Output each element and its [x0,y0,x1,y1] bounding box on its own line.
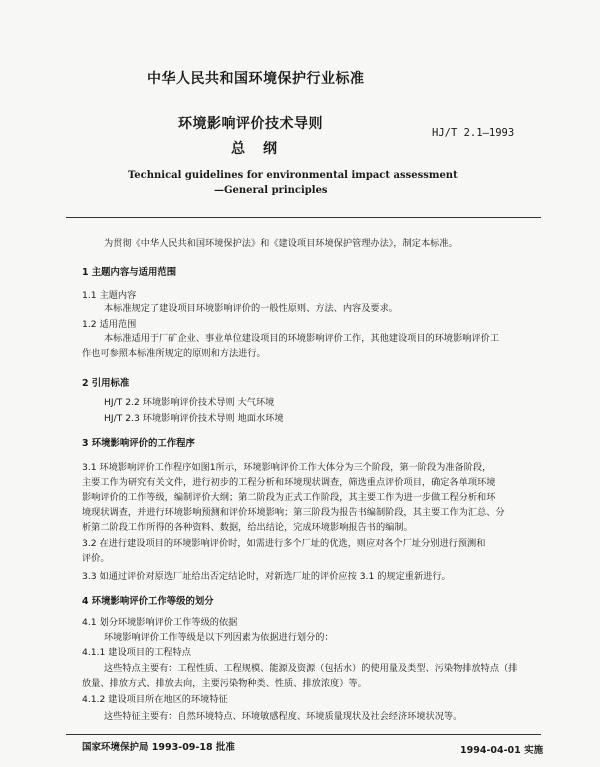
section-4-heading: 4 环境影响评价工作等级的划分 [82,596,214,607]
section-4-1-1-text-line-1: 这些特点主要有：工程性质、工程规模、能源及资源（包括水）的使用量及类型、污染物排放特点（排 [104,663,518,674]
reference-1: HJ/T 2.2 环境影响评价技术导则 大气环境 [104,397,275,408]
english-title-line-2: —General principles [214,185,328,196]
section-4-1-1-text-line-2: 放量、排放方式、排放去向，主要污染物种类、性质、排放浓度）等。 [82,678,367,689]
section-3-3: 3.3 如通过评价对原选厂址给出否定结论时，对新选厂址的评价应按 3.1 的规定重新进行。 [82,571,451,582]
section-3-1-line-5: 析第二阶段工作所得的各种资料、数据，给出结论，完成环境影响报告书的编制。 [82,522,413,533]
section-1-2-text-line-1: 本标准适用于厂矿企业、事业单位建设项目的环境影响评价工作，其他建设项目的环境影响评价工 [104,333,500,344]
section-4-1-heading: 4.1 划分环境影响评价工作等级的依据 [82,617,238,628]
document-title: 环境影响评价技术导则 [178,116,323,132]
section-4-1-1-heading: 4.1.1 建设项目的工程特点 [82,647,191,658]
document-subtitle: 总纲 [231,141,295,157]
section-3-1-line-3: 影响评价的工作等级，编制评价大纲；第二阶段为正式工作阶段，其主要工作为进一步做工程分析和环 [82,492,496,503]
section-3-1-line-1: 3.1 环境影响评价工作程序如图1所示，环境影响评价工作大体分为三个阶段，第一阶段为准备阶段， [82,462,492,473]
section-1-1-heading: 1.1 主题内容 [82,290,137,301]
standard-number: HJ/T 2.1—1993 [432,127,515,139]
english-title-line-1: Technical guidelines for environmental impact assessment [128,170,458,181]
intro-paragraph: 为贯彻《中华人民共和国环境保护法》和《建设项目环境保护管理办法》，制定本标准。 [104,238,458,249]
section-1-2-text-line-2: 作也可参照本标准所规定的原则和方法进行。 [82,348,266,359]
section-3-1-line-4: 境现状调查，并进行环境影响预测和评价环境影响；第三阶段为报告书编制阶段，其主要工作为汇总、分 [82,507,505,518]
implementation-date: 1994-04-01 实施 [460,745,544,756]
section-1-heading: 1 主题内容与适用范围 [82,267,177,278]
section-2-heading: 2 引用标准 [82,378,130,389]
section-3-heading: 3 环境影响评价的工作程序 [82,438,195,449]
section-3-1-line-2: 主要工作为研究有关文件，进行初步的工程分析和环境现状调查，筛选重点评价项目，确定各单项环境 [82,477,496,488]
section-3-2-line-1: 3.2 在进行建设项目的环境影响评价时，如需进行多个厂址的优选，则应对各个厂址分别进行预测和 [82,538,486,549]
approval-date: 国家环境保护局 1993-09-18 批准 [82,742,235,753]
top-divider [66,217,541,218]
section-3-2-line-2: 评价。 [82,553,110,564]
section-4-1-2-text: 这些特征主要有：自然环境特点、环境敏感程度、环境质量现状及社会经济环境状况等。 [104,711,463,722]
section-4-1-2-heading: 4.1.2 建设项目所在地区的环境特征 [82,694,228,705]
section-4-1-text: 环境影响评价工作等级是以下列因素为依据进行划分的： [104,632,334,643]
section-1-2-heading: 1.2 适用范围 [82,319,137,330]
reference-2: HJ/T 2.3 环境影响评价技术导则 地面水环境 [104,413,284,424]
standard-body-title: 中华人民共和国环境保护行业标准 [147,71,365,87]
bottom-divider [66,734,541,735]
section-1-1-text: 本标准规定了建设项目环境影响评价的一般性原则、方法、内容及要求。 [104,303,398,314]
